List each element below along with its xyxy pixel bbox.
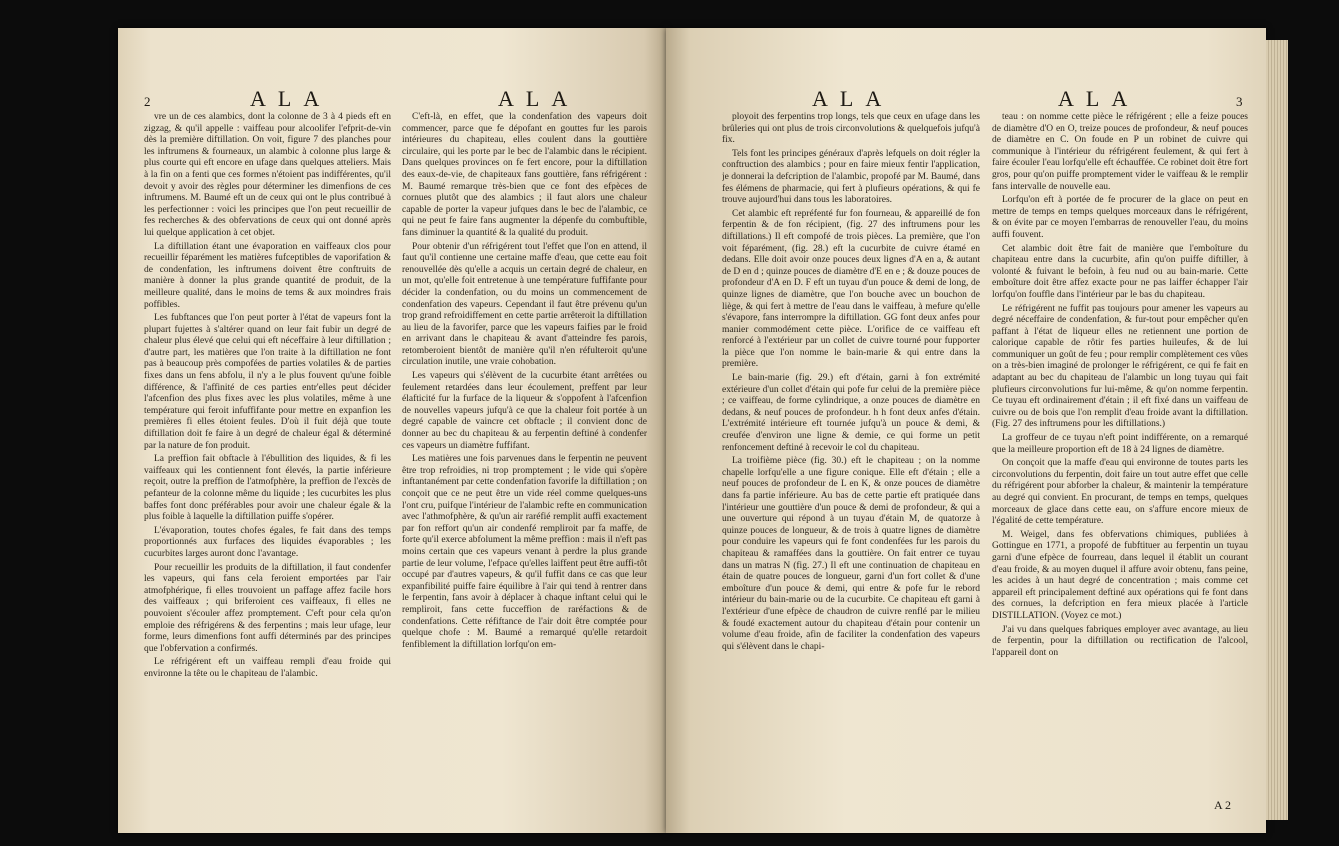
paragraph: Pour recueillir les produits de la diftillation, il faut condenfer les vapeurs, qui fans cela feroient emportées par l'air atmofphérique, fi elles trouvoient un paffage affez facile hors des vaiffeaux ; qui briferoient ces vaiffeaux, fi elles ne pouvoient s'écouler affez promptement. C'eft pour cela qu'on emploie des réfrigérens & des ferpentins ; mais leur ufage, leur forme, leurs dimenfions font auffi déterminés par des principes que l'obfervation a confirmés. (144, 562, 391, 654)
right-column-2 (992, 112, 1248, 784)
running-head-left-2: ALA (498, 86, 580, 111)
paragraph: C'eft-là, en effet, que la condenfation des vapeurs doit commencer, parce que fe dépofant en gouttes fur les parois intérieures du chapiteau, elles coulent dans la gouttière circulaire, qui les porte par le bec de l'alambic dans le récipient. Dans quelques provinces on fe fert encore, pour la diftillation des eaux-de-vie, de chapiteaux fans gouttière, fans réfrigérent : M. Baumé remarque très-bien que ce font des efpèces de cornues plutôt que des alambics ; il faut alors une chaleur capable de porter la vapeur jufques dans le bec de l'alambic, ce qui ne peut fe faire fans augmenter la dépenfe du combuftible, fans diminuer la quantité & la qualité du produit. (402, 112, 647, 238)
signature-mark: A 2 (1214, 798, 1232, 812)
left-column-2 (402, 112, 647, 784)
running-head-left-1: ALA (250, 86, 332, 111)
paragraph: Le réfrigérent ne fuffit pas toujours pour amener les vapeurs au degré néceffaire de condenfation, & fur-tout pour empêcher qu'en paffant à l'état de liqueur elles ne retiennent une portion de calorique capable de rôtir fes parties huileufes, & de lui communiquer un goût de feu ; pour remplir complètement ces vûes on a très-bien imaginé de prolonger le réfrigérent, ce qui fe fait en adaptant au bec du chapiteau de l'alambic un long tuyau qui fait plufieurs circonvolutions fur lui-même, & qu'on nomme ferpentin. Ce tuyau eft ordinairement d'étain ; il eft fixé dans un vaiffeau de cuivre ou de bois que l'on remplit d'eau froide avant la diftillation. (Fig. 27 des inftrumens pour les diftillations.) (992, 303, 1248, 430)
page-number-left: 2 (144, 94, 151, 109)
paragraph: Cet alambic doit être fait de manière que l'emboîture du chapiteau entre dans la cucurbite, afin qu'on puiffe diftiller, à volonté & fuivant le befoin, à feu nud ou au bain-marie. Cette emboîture doit être affez exacte pour ne pas laiffer échapper l'air lorfqu'on fouffle dans l'intérieur par le bas du chapiteau. (992, 243, 1248, 300)
paragraph: ployoit des ferpentins trop longs, tels que ceux en ufage dans les brûleries qui ont plus de trois circonvolutions & quelquefois jufqu'à fix. (722, 112, 980, 146)
running-head-right-2: ALA (1058, 86, 1140, 111)
running-head-right-1: ALA (812, 86, 894, 111)
paragraph: Les vapeurs qui s'élèvent de la cucurbite étant arrêtées ou feulement retardées dans leur écoulement, preffent par leur élafticité fur la furface de la liqueur & s'oppofent à l'afcenfion de nouvelles vapeurs jufqu'à ce que la chaleur foit portée à un degré capable de vaincre cet obftacle ; il convient donc de donner au bec du chapiteau & au ferpentin deftiné à condenfer ces vapeurs un diamètre fuffifant. (402, 371, 647, 451)
paragraph: vre un de ces alambics, dont la colonne de 3 à 4 pieds eft en zigzag, & qu'il appelle : vaiffeau pour alcoolifer l'efprit-de-vin dès la première diftillation. On voit, figure 7 des planches pour les inftrumens & fourneaux, un alambic à colonne plus large & plus courte qui eft encore en ufage dans quelques atteliers. Mais à la fin on a fenti que ces formes n'étoient pas indifférentes, qu'il devoit y avoir des règles pour déterminer les dimenfions de ces inftrumens. M. Baumé eft un de ceux qui ont le plus contribué à les perfectionner : voici les principes que l'on peut recueillir de fes recherches & des obfervations de ceux qui ont donné après lui quelque application à cet objet. (144, 112, 391, 238)
paragraph: La diftillation étant une évaporation en vaiffeaux clos pour recueillir féparément les matières fufceptibles de vaporifation & de condenfation, les inftrumens doivent être conftruits de manière à donner la plus grande quantité de produit, de la meilleure qualité, dans le moins de tems & aux moindres frais poffibles. (144, 241, 391, 310)
paragraph: Le bain-marie (fig. 29.) eft d'étain, garni à fon extrémité extérieure d'un collet d'étain qui pofe fur celui de la première pièce ; ce vaiffeau, de forme cylindrique, a onze pouces de diamètre en dedans, & neuf pouces de profondeur. h h font deux anfes d'étain. L'extrémité intérieure eft tournée jufqu'à un pouce & demi, & creufée d'environ une ligne & demie, ce qui forme un petit renfoncement deftiné à recevoir le col du chapiteau. (722, 373, 980, 453)
paragraph: On conçoit que la maffe d'eau qui environne de toutes parts les circonvolutions du ferpentin, doit faire un tout autre effet que celle du réfrigérent pour abforber la chaleur, & maintenir la température au degré qui convient. En procurant, de temps en temps, quelques morceaux de glace dans cette eau, on s'affure encore mieux de l'égalité de cette température. (992, 458, 1248, 527)
right-page (666, 28, 1266, 833)
paragraph: Pour obtenir d'un réfrigérent tout l'effet que l'on en attend, il faut qu'il contienne une certaine maffe d'eau, que cette eau foit renouvellée dès qu'elle a acquis un certain degré de chaleur, en un mot, qu'elle foit entretenue à une température fuffifante pour décider la condenfation, ou du moins un commencement de condenfation des vapeurs. Cependant il faut être prévenu qu'un trop grand refroidiffement en cette partie arrêteroit la diftillation au lieu de la favorifer, parce que les vapeurs faifies par le froid en arrivant dans le chapiteau & avant d'atteindre fes parois, retomberoient bientôt de manière qu'il n'en réfulteroit qu'une circulation inutile, une vraie cohobation. (402, 241, 647, 368)
paragraph: La preffion fait obftacle à l'ébullition des liquides, & fi les vaiffeaux qui les contiennent font élevés, la partie inférieure reçoit, outre la preffion de l'atmofphère, la preffion de l'excès de pefanteur de la colonne même du liquide ; les cucurbites les plus baffes font donc préférables pour avoir une chaleur égale & la plus foible à laquelle la diftillation puiffe s'opérer. (144, 454, 391, 523)
page-number-right: 3 (1236, 94, 1243, 109)
paragraph: Cet alambic eft repréfenté fur fon fourneau, & appareillé de fon ferpentin & de fon récipient, (fig. 27 des inftrumens pour les diftillations.) Il eft compofé de trois pièces. La première, que l'on voit féparément, (fig. 28.) eft la cucurbite de cuivre étamé en dedans. Elle doit avoir onze pouces deux lignes d'A en a, & autant de D en d ; quinze pouces de diamètre d'E en e ; & douze pouces de profondeur d'A en D. F eft un tuyau d'un pouce & demi de long, de quinze lignes de diamètre, que l'on bouche avec un bouchon de liège, & qui fert à mettre de l'eau dans le vaiffeau, à mefure qu'elle s'évapore, fans interrompre la diftillation. GG font deux anfes pour manier commodément cette pièce. L'orifice de ce vaiffeau eft renforcé à l'extérieur par un collet de cuivre tourné pour fupporter la pièce que l'on nomme le bain-marie & qui entre dans la première. (722, 208, 980, 370)
paragraph: Les fubftances que l'on peut porter à l'état de vapeurs font la plupart fujettes à s'altérer quand on leur fait fubir un degré de chaleur plus élevé que celui qui eft néceffaire à leur diftillation ; d'autre part, les matières que l'on traite à la diftillation ne font pas à beaucoup près compofées de parties volatiles & de parties fixes dans un fens abfolu, il n'y a le plus fouvent qu'une foible différence, & l'affinité de ces parties entr'elles peut décider l'afcenfion des plus fixes avec les plus volatiles, même à une température qui feroit infuffifante pour mettre en expanfion les premières fi elles étoient feules. D'où il fuit déjà que toute diftillation doit fe faire à un degré de chaleur égal & déterminé par la nature de fon produit. (144, 313, 391, 451)
paragraph: Tels font les principes généraux d'après lefquels on doit régler la conftruction des alambics ; pour en faire mieux fentir l'application, je donnerai la defcription de l'alambic, propofé par M. Baumé, dans fes élémens de pharmacie, qui fert à plufieurs opérations, & qui fe trouve aujourd'hui dans tous les laboratoires. (722, 148, 980, 206)
paragraph: Lorfqu'on eft à portée de fe procurer de la glace on peut en mettre de temps en temps quelques morceaux dans le réfrigérent, & on évite par ce moyen l'embarras de renouveller l'eau, du moins auffi fouvent. (992, 195, 1248, 240)
book-page-edges (1266, 40, 1288, 820)
left-column-1 (144, 112, 391, 784)
paragraph: La groffeur de ce tuyau n'eft point indifférente, on a remarqué que la meilleure proportion eft de 18 à 24 lignes de diamètre. (992, 433, 1248, 455)
right-column-1 (722, 112, 980, 784)
paragraph: La troifième pièce (fig. 30.) eft le chapiteau ; on la nomme chapelle lorfqu'elle a une figure conique. Elle eft d'étain ; elle a neuf pouces de profondeur de L en K, & onze pouces de diamètre dans fa partie inférieure. Au bas de cette partie eft pratiquée dans l'intérieur une gouttière d'un pouce & demi de profondeur, & qui a une ouverture qui répond à un tuyau d'étain M, de quatorze à quinze pouces de longueur, & de trois à quatre lignes de diamètre pour conduire les vapeurs qui fe font condenfées fur les parois du chapiteau & ramaffées dans la gouttière. On fait entrer ce tuyau dans un matras N (fig. 27.) Il eft une continuation de chapiteau en étain de quatre pouces de longueur, garni d'un fort collet & d'une emboîture d'un pouce & demi, qui entre & pofe fur le rebord intérieur du bain-marie ou de la cucurbite. Ce chapiteau eft garni à l'extérieur d'une efpèce de chaudron de cuivre renflé par le milieu & foudé exactement autour du chapiteau d'étain pour contenir un volume d'eau froide, afin de faciliter la condenfation des vapeurs qui s'élèvent dans le chapi- (722, 456, 980, 652)
paragraph: L'évaporation, toutes chofes égales, fe fait dans des temps proportionnés aux furfaces des liquides évaporables ; les cucurbites larges auront donc l'avantage. (144, 525, 391, 559)
paragraph: M. Weigel, dans fes obfervations chimiques, publiées à Gottingue en 1771, a propofé de fubftituer au ferpentin un tuyau garni d'une efpèce de fourreau, dans lequel il établit un courant d'eau froide, & au moyen duquel il affure avoir obtenu, fans peine, les acides à un haut degré de concentration ; mais comme cet appareil eft principalement deftiné aux opérations qui fe font dans des cornues, la defcription en fera mieux placée à l'article DISTILLATION. (Voyez ce mot.) (992, 529, 1248, 621)
paragraph: J'ai vu dans quelques fabriques employer avec avantage, au lieu de ferpentin, pour la diftillation ou rectification de l'alcool, l'appareil dont on (992, 624, 1248, 658)
left-page (118, 28, 666, 833)
paragraph: teau : on nomme cette pièce le réfrigérent ; elle a feize pouces de diamètre d'O en O, treize pouces de profondeur, & neuf pouces de diamètre en C. On foude en P un robinet de cuivre qui communique à l'intérieur du réfrigérent feulement, & qui fert à faire écouler l'eau lorfqu'elle eft échauffée. Ce robinet doit être fort gros, pour qu'on puiffe promptement vider le vaiffeau & le remplir fans intervalle de nouvelle eau. (992, 112, 1248, 192)
paragraph: Le réfrigérent eft un vaiffeau rempli d'eau froide qui environne la tête ou le chapiteau de l'alambic. (144, 657, 391, 679)
paragraph: Les matières une fois parvenues dans le ferpentin ne peuvent être trop refroidies, ni trop promptement ; le vide qui s'opère inftantanément par cette condenfation favorife la diftillation ; on conçoit que ce ne peut être un vide réel comme quelques-uns l'ont cru, puifque l'intérieur de l'alambic refte en communication avec l'athmofphère, & qu'un air raréfié remplit auffi exactement par fon reffort qu'un air condenfé rempliroit par fa maffe, de forte qu'il exerce abfolument la même preffion : mais il n'eft pas moins certain que ces vapeurs venant à perdre la plus grande partie de leur volume, l'efpace qu'elles laiffent peut être auffi-tôt occupé par d'autres vapeurs, & qu'il fuffit dans ce cas que leur expanfibilité puiffe faire équilibre à l'air qui tend à rentrer dans le ferpentin, fans avoir à déplacer à chaque inftant celui qui le rempliroit, fans cette fucceffion de raréfactions & de condenfations. Cette réfiftance de l'air doit être comptée pour quelque chofe : M. Baumé a remarqué qu'elle retardoit fenfiblement la diftillation lorfqu'on em- (402, 454, 647, 650)
